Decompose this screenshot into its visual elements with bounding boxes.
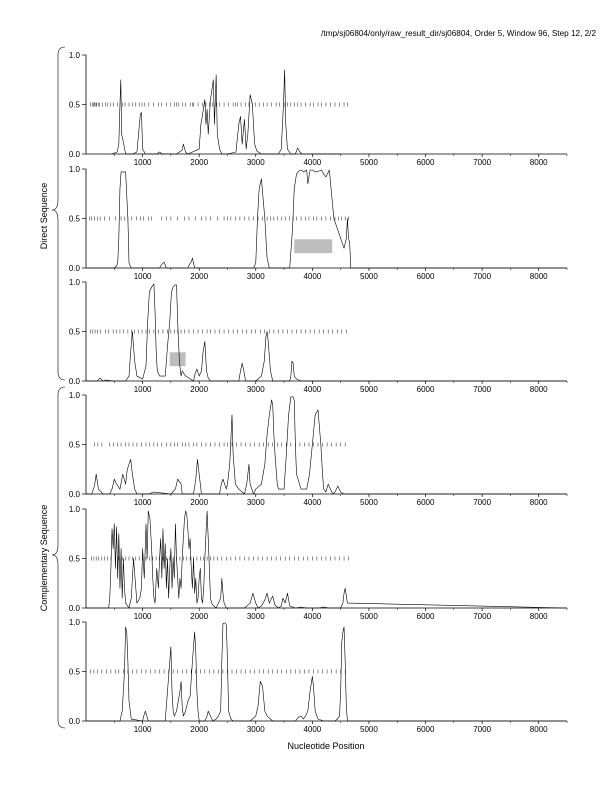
y-tick-label: 0.0	[68, 264, 80, 273]
panel-5-series-line	[86, 511, 567, 608]
x-tick-label: 6000	[416, 158, 435, 167]
x-tick-label: 5000	[360, 158, 378, 167]
x-tick-label: 2000	[190, 725, 209, 734]
x-tick-label: 2000	[190, 612, 209, 621]
panel-2	[69, 165, 567, 281]
x-tick-label: 1000	[133, 385, 152, 394]
x-tick-label: 3000	[246, 725, 265, 734]
panel-1	[69, 51, 567, 167]
direct-group-label: Direct Sequence	[39, 182, 49, 250]
x-tick-label: 3000	[246, 498, 265, 507]
x-tick-label: 8000	[529, 272, 548, 281]
x-tick-label: 6000	[416, 385, 435, 394]
x-tick-label: 5000	[360, 612, 378, 621]
panel-5	[69, 505, 567, 621]
x-tick-label: 5000	[360, 725, 378, 734]
y-tick-label: 0.5	[68, 100, 80, 110]
x-tick-label: 7000	[473, 612, 492, 621]
complementary-group-bracket	[52, 387, 65, 728]
y-tick-label: 0.5	[68, 214, 80, 224]
x-tick-label: 1000	[133, 158, 152, 167]
x-tick-label: 8000	[529, 612, 548, 621]
x-tick-label: 8000	[529, 498, 548, 507]
x-tick-label: 6000	[416, 498, 435, 507]
y-tick-label: 1.0	[68, 505, 80, 514]
panel-3-series-line	[86, 284, 567, 381]
x-tick-label: 5000	[360, 498, 378, 507]
header-path-text: /tmp/sj06804/only/raw_result_dir/sj06804, Order 5, Window 96, Step 12, 2/2	[321, 29, 596, 38]
panel-3-highlight-box	[170, 352, 186, 366]
x-tick-label: 4000	[303, 498, 322, 507]
panel-3	[69, 278, 567, 394]
panel-4-series-line	[86, 397, 567, 494]
x-tick-label: 1000	[133, 725, 152, 734]
x-tick-label: 6000	[416, 725, 435, 734]
panel-6	[69, 618, 567, 734]
x-tick-label: 5000	[360, 385, 378, 394]
panel-6-series-line	[86, 623, 567, 721]
panel-2-highlight-box	[294, 239, 332, 253]
y-tick-label: 1.0	[68, 51, 80, 60]
x-tick-label: 7000	[473, 272, 492, 281]
y-tick-label: 0.5	[68, 440, 80, 450]
x-tick-label: 7000	[473, 498, 492, 507]
x-tick-label: 3000	[246, 612, 265, 621]
x-tick-label: 6000	[416, 612, 435, 621]
y-tick-label: 0.5	[68, 327, 80, 337]
y-tick-label: 0.0	[68, 377, 80, 386]
panel-1-series-line	[111, 70, 340, 154]
x-axis-title: Nucleotide Position	[287, 741, 365, 751]
x-tick-label: 2000	[190, 158, 209, 167]
y-tick-label: 0.0	[68, 490, 80, 499]
x-tick-label: 2000	[190, 498, 209, 507]
x-tick-label: 8000	[529, 158, 548, 167]
x-tick-label: 4000	[303, 612, 322, 621]
x-tick-label: 5000	[360, 272, 378, 281]
panels-group	[69, 51, 567, 734]
x-tick-label: 1000	[133, 498, 152, 507]
y-tick-label: 0.0	[68, 604, 80, 613]
x-tick-label: 4000	[303, 725, 322, 734]
x-tick-label: 4000	[303, 272, 322, 281]
y-tick-label: 0.0	[68, 717, 80, 726]
x-tick-label: 7000	[473, 158, 492, 167]
x-tick-label: 1000	[133, 272, 152, 281]
x-tick-label: 8000	[529, 725, 548, 734]
x-tick-label: 3000	[246, 272, 265, 281]
x-tick-label: 4000	[303, 385, 322, 394]
x-tick-label: 4000	[303, 158, 322, 167]
direct-group-bracket	[52, 47, 65, 380]
x-tick-label: 3000	[246, 158, 265, 167]
x-tick-label: 3000	[246, 385, 265, 394]
panel-2-series-line	[86, 170, 567, 268]
x-tick-label: 1000	[133, 612, 152, 621]
y-tick-label: 1.0	[68, 165, 80, 174]
x-tick-label: 2000	[190, 272, 209, 281]
panel-4	[69, 391, 567, 507]
x-tick-label: 7000	[473, 385, 492, 394]
complementary-group-label: Complementary Sequence	[39, 504, 49, 612]
x-tick-label: 6000	[416, 272, 435, 281]
y-tick-label: 0.5	[68, 667, 80, 677]
x-tick-label: 8000	[529, 385, 548, 394]
x-tick-label: 2000	[190, 385, 209, 394]
y-tick-label: 0.5	[68, 554, 80, 564]
y-tick-label: 1.0	[68, 391, 80, 400]
x-tick-label: 7000	[473, 725, 492, 734]
y-tick-label: 0.0	[68, 150, 80, 159]
y-tick-label: 1.0	[68, 278, 80, 287]
y-tick-label: 1.0	[68, 618, 80, 627]
